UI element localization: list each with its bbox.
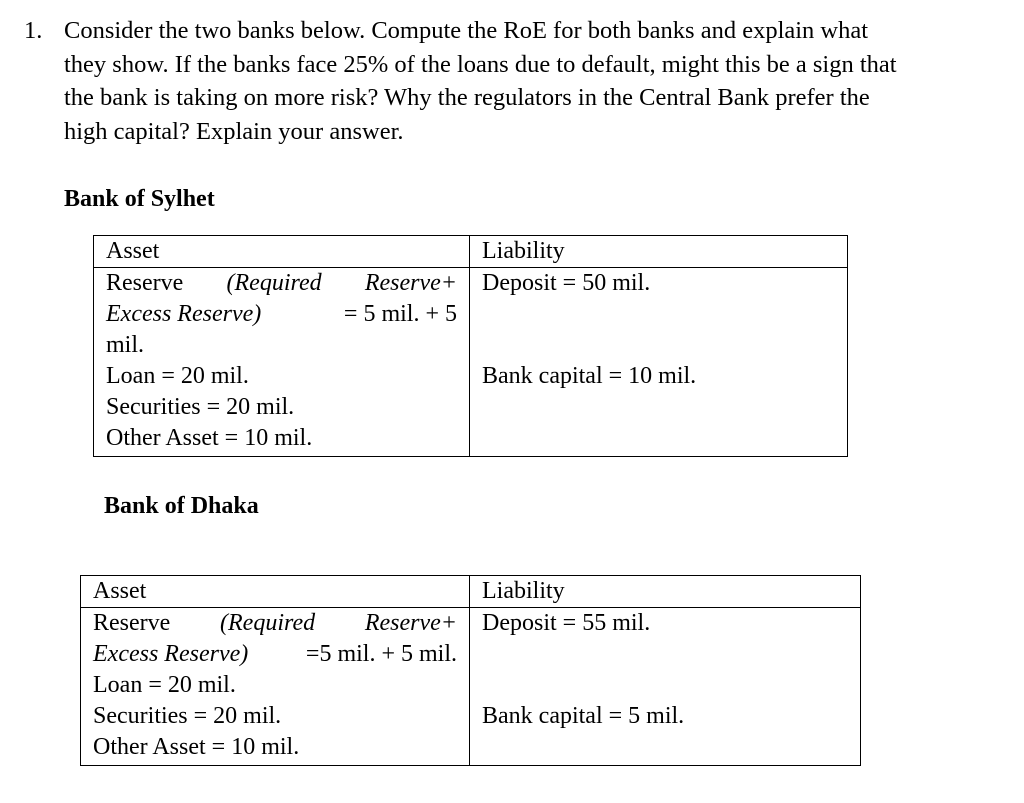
deposit-value: Deposit = 55 mil. [482, 610, 651, 636]
reserve-value: = 5 mil. + 5 [343, 301, 457, 327]
bank-capital-value: Bank capital = 5 mil. [482, 703, 685, 729]
liability-cell [470, 268, 848, 457]
liability-header: Liability [470, 576, 861, 608]
deposit-value: Deposit = 50 mil. [482, 270, 651, 296]
other-asset-value: Other Asset = 10 mil. [93, 734, 300, 760]
securities-value: Securities = 20 mil. [93, 703, 282, 729]
bank-dhaka-title: Bank of Dhaka [104, 493, 259, 519]
asset-header: Asset [81, 576, 470, 608]
loan-value: Loan = 20 mil. [106, 363, 249, 389]
asset-cell [81, 608, 470, 766]
asset-cell [94, 268, 470, 457]
question-text [64, 14, 1019, 148]
table-body-row [94, 268, 848, 457]
table-body-row [81, 608, 861, 766]
reserve-line [106, 268, 457, 299]
excess-reserve-label: Excess Reserve) [93, 641, 249, 667]
liability-header: Liability [470, 236, 848, 268]
bank-sylhet-balance-sheet [93, 235, 848, 457]
excess-reserve-label: Excess Reserve) [106, 301, 262, 327]
question-line: the bank is taking on more risk? Why the regulators in the Central Bank prefer the [64, 84, 870, 112]
reserve-value-cont: mil. [106, 332, 145, 358]
question-line: they show. If the banks face 25% of the loans due to default, might this be a sign that [64, 50, 897, 78]
bank-capital-value: Bank capital = 10 mil. [482, 363, 697, 389]
bank-sylhet-title: Bank of Sylhet [64, 186, 215, 212]
question-line: Consider the two banks below. Compute the RoE for both banks and explain what [64, 17, 869, 44]
asset-header: Asset [94, 236, 470, 268]
question-line: high capital? Explain your answer. [64, 117, 404, 145]
loan-value: Loan = 20 mil. [93, 672, 236, 698]
bank-dhaka-balance-sheet [80, 575, 861, 766]
reserve-plus-label: Reserve+ [364, 610, 457, 636]
reserve-label: Reserve [106, 270, 184, 296]
securities-value: Securities = 20 mil. [106, 394, 295, 420]
reserve-label: Reserve [93, 610, 171, 636]
table-header-row [94, 236, 848, 268]
required-reserve-label: (Required [226, 270, 322, 296]
table-header-row [81, 576, 861, 608]
excess-reserve-line [93, 639, 457, 670]
required-reserve-label: (Required [220, 610, 316, 636]
reserve-value: =5 mil. + 5 mil. [305, 641, 457, 667]
liability-cell [470, 608, 861, 766]
reserve-plus-label: Reserve+ [364, 270, 457, 296]
reserve-line [93, 608, 457, 639]
question-number: 1. [24, 17, 43, 44]
other-asset-value: Other Asset = 10 mil. [106, 425, 313, 451]
excess-reserve-line [106, 299, 457, 330]
